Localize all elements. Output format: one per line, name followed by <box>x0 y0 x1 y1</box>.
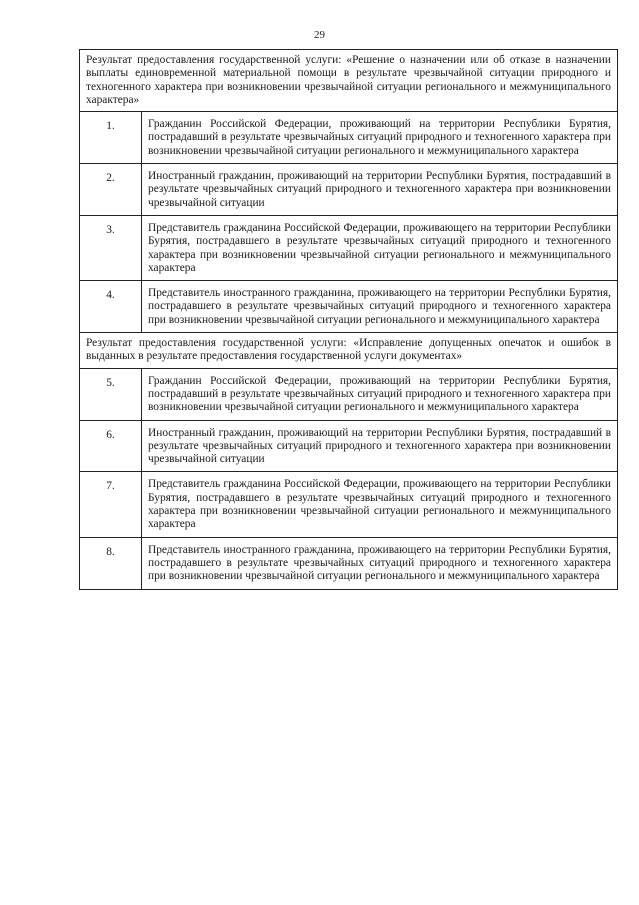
applicant-variants-table <box>79 49 618 590</box>
section-heading-row <box>80 50 618 112</box>
section-heading-row <box>80 333 618 369</box>
row-number: 2. <box>80 164 142 216</box>
row-description: Представитель гражданина Российской Федерации, проживающего на территории Республики Бурятия, пострадавшего в результате чрезвычайных ситуаций природного и техногенного характера при возникновении чрезвычайной ситуации регионального и межмуниципального характера <box>142 215 618 280</box>
table-row <box>80 420 618 472</box>
row-description: Гражданин Российской Федерации, проживающий на территории Республики Бурятия, пострадавший в результате чрезвычайных ситуаций природного и техногенного характера при возникновении чрезвычайной ситуации регионального и межмуниципального характера <box>142 368 618 420</box>
row-number: 5. <box>80 368 142 420</box>
row-description: Гражданин Российской Федерации, проживающий на территории Республики Бурятия, пострадавший в результате чрезвычайных ситуаций природного и техногенного характера при возникновении чрезвычайной ситуации регионального и межмуниципального характера <box>142 112 618 164</box>
section-heading-1: Результат предоставления государственной услуги: «Решение о назначении или об отказе в назначении выплаты единовременной материальной помощи в результате чрезвычайной ситуации природного и техногенного характера при возникновении чрезвычайной ситуации регионального и межмуниципального характера» <box>80 50 618 112</box>
table-row <box>80 281 618 333</box>
row-number: 6. <box>80 420 142 472</box>
table-row <box>80 215 618 280</box>
table-row <box>80 368 618 420</box>
row-description: Представитель гражданина Российской Федерации, проживающего на территории Республики Бурятия, пострадавшего в результате чрезвычайных ситуаций природного и техногенного характера при возникновении чрезвычайной ситуации регионального и межмуниципального характера <box>142 472 618 537</box>
table-row <box>80 164 618 216</box>
table-row <box>80 472 618 537</box>
row-number: 8. <box>80 537 142 589</box>
table-row <box>80 112 618 164</box>
section-heading-2: Результат предоставления государственной услуги: «Исправление допущенных опечаток и ошибок в выданных в результате предоставления государственной услуги документах» <box>80 333 618 369</box>
row-description: Иностранный гражданин, проживающий на территории Республики Бурятия, пострадавший в результате чрезвычайных ситуаций природного и техногенного характера при возникновении чрезвычайной ситуации <box>142 420 618 472</box>
row-description: Представитель иностранного гражданина, проживающего на территории Республики Бурятия, пострадавшего в результате чрезвычайных ситуаций природного и техногенного характера при возникновении чрезвычайной ситуации регионального и межмуниципального характера <box>142 537 618 589</box>
row-number: 7. <box>80 472 142 537</box>
row-number: 4. <box>80 281 142 333</box>
row-description: Иностранный гражданин, проживающий на территории Республики Бурятия, пострадавший в результате чрезвычайных ситуаций природного и техногенного характера при возникновении чрезвычайной ситуации <box>142 164 618 216</box>
table-row <box>80 537 618 589</box>
row-description: Представитель иностранного гражданина, проживающего на территории Республики Бурятия, пострадавшего в результате чрезвычайных ситуаций природного и техногенного характера при возникновении чрезвычайной ситуации регионального и межмуниципального характера <box>142 281 618 333</box>
page-number: 29 <box>314 29 325 41</box>
row-number: 3. <box>80 215 142 280</box>
row-number: 1. <box>80 112 142 164</box>
